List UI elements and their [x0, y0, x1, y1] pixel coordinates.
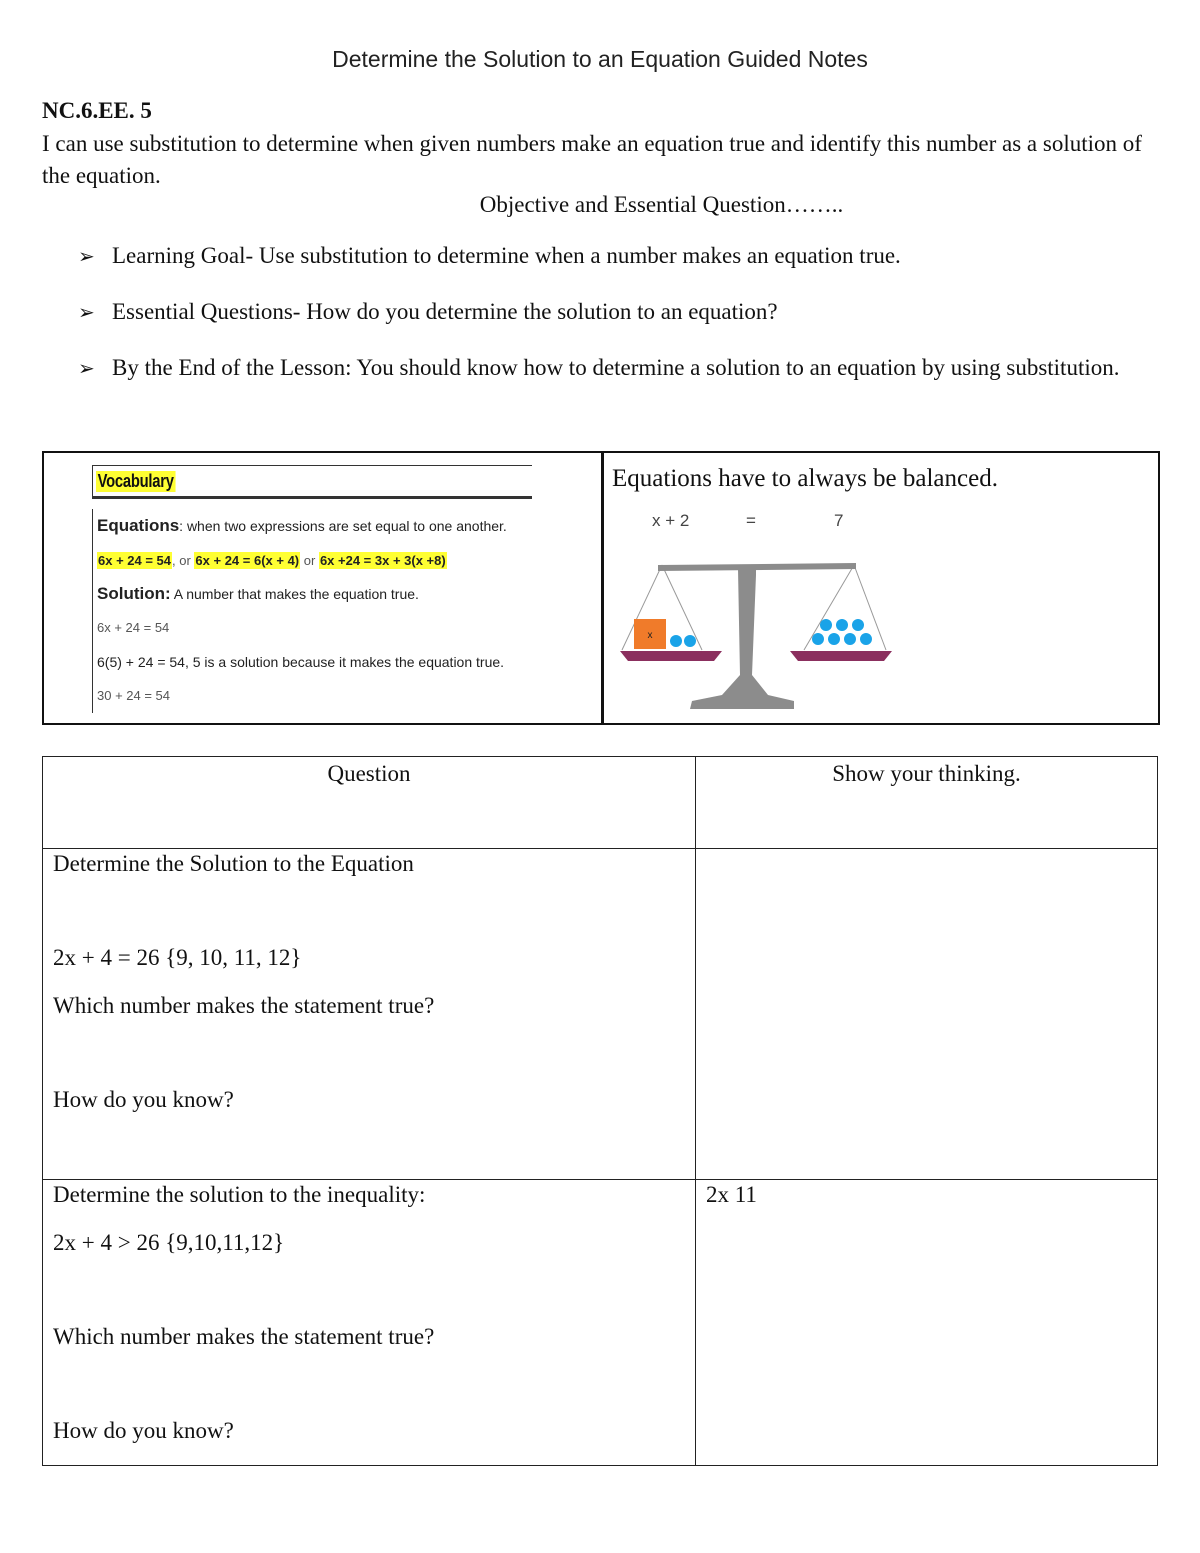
example-separator: or — [300, 553, 319, 568]
right-expression: 7 — [834, 511, 844, 530]
learning-statement: I can use substitution to determine when given numbers make an equation true and identify this number as a solution of the equation. — [42, 131, 1142, 188]
objective-heading: Objective and Essential Question…….. — [479, 192, 844, 217]
unit-dot — [844, 633, 856, 645]
scale-post — [690, 569, 794, 709]
question-equation: 2x + 4 > 26 {9,10,11,12} — [53, 1230, 285, 1255]
example-separator: , or — [172, 553, 195, 568]
thinking-cell[interactable] — [696, 849, 1158, 1180]
vocabulary-body — [92, 509, 532, 713]
vocabulary-header — [92, 465, 532, 499]
balance-title: Equations have to always be balanced. — [612, 465, 998, 492]
header-thinking: Show your thinking. — [696, 757, 1158, 849]
left-string — [662, 565, 702, 650]
solution-term: Solution: — [97, 584, 171, 603]
left-pan — [620, 651, 722, 661]
goal-text: Essential Questions- How do you determine the solution to an equation? — [112, 299, 778, 324]
equation-examples — [97, 543, 532, 577]
example-line: 6x + 24 = 54 — [97, 620, 170, 635]
goal-essential-question — [78, 292, 1158, 332]
unit-dot — [684, 635, 696, 647]
unit-dot — [812, 633, 824, 645]
balance-scale-icon — [618, 555, 898, 713]
box-divider — [601, 453, 604, 723]
header-question: Question — [43, 757, 696, 849]
example-line: 30 + 24 = 54 — [97, 688, 171, 703]
equations-def: : when two expressions are set equal to one another. — [179, 518, 507, 534]
question-table — [42, 756, 1158, 1466]
thinking-answer: 2x 11 — [706, 1182, 757, 1207]
unit-dot — [828, 633, 840, 645]
question-why: How do you know? — [53, 1418, 234, 1443]
question-equation: 2x + 4 = 26 {9, 10, 11, 12} — [53, 945, 302, 970]
question-why: How do you know? — [53, 1087, 234, 1112]
right-pan — [790, 651, 892, 661]
question-prompt: Which number makes the statement true? — [53, 993, 435, 1018]
equations-definition — [97, 509, 532, 543]
unit-dot — [820, 619, 832, 631]
solution-def: A number that makes the equation true. — [170, 586, 419, 602]
example-equation: 6x +24 = 3x + 3(x +8) — [319, 553, 446, 568]
example-equation: 6x + 24 = 54 — [98, 553, 172, 568]
vocabulary-title: Vocabulary — [97, 471, 174, 491]
table-row — [43, 849, 1158, 1180]
left-expression: x + 2 — [652, 511, 690, 530]
arrow-bullet-icon: ➢ — [78, 356, 95, 380]
goal-text: Learning Goal- Use substitution to determine when a number makes an equation true. — [112, 243, 901, 268]
example-line: 6(5) + 24 = 54, 5 is a solution because it makes the equation true. — [97, 654, 505, 670]
table-row — [43, 1180, 1158, 1466]
goal-text: By the End of the Lesson: You should know how to determine a solution to an equation by using substitution. — [112, 355, 1120, 380]
thinking-cell[interactable] — [696, 1180, 1158, 1466]
arrow-bullet-icon: ➢ — [78, 300, 95, 324]
unit-dot — [860, 633, 872, 645]
question-cell — [43, 1180, 696, 1466]
variable-box-label: x — [647, 630, 653, 641]
goals-list — [78, 236, 1158, 388]
equations-term: Equations — [97, 516, 180, 535]
goal-learning — [78, 236, 1158, 276]
example-equation: 6x + 24 = 6(x + 4) — [195, 553, 300, 568]
solution-definition — [97, 577, 532, 611]
unit-dot — [670, 635, 682, 647]
question-cell — [43, 849, 696, 1180]
unit-dot — [852, 619, 864, 631]
arrow-bullet-icon: ➢ — [78, 244, 95, 268]
scale-beam — [658, 563, 856, 571]
goal-end-of-lesson — [78, 348, 1158, 388]
equals-sign: = — [746, 511, 756, 530]
vocabulary-balance-box — [42, 451, 1160, 725]
unit-dot — [836, 619, 848, 631]
question-prompt: Which number makes the statement true? — [53, 1324, 435, 1349]
document-title: Determine the Solution to an Equation Guided Notes — [332, 46, 868, 72]
question-title: Determine the solution to the inequality: — [53, 1182, 426, 1207]
table-header-row — [43, 757, 1158, 849]
vocabulary-card — [92, 465, 532, 713]
standard-code: NC.6.EE. 5 — [42, 98, 152, 123]
question-title: Determine the Solution to the Equation — [53, 851, 414, 876]
